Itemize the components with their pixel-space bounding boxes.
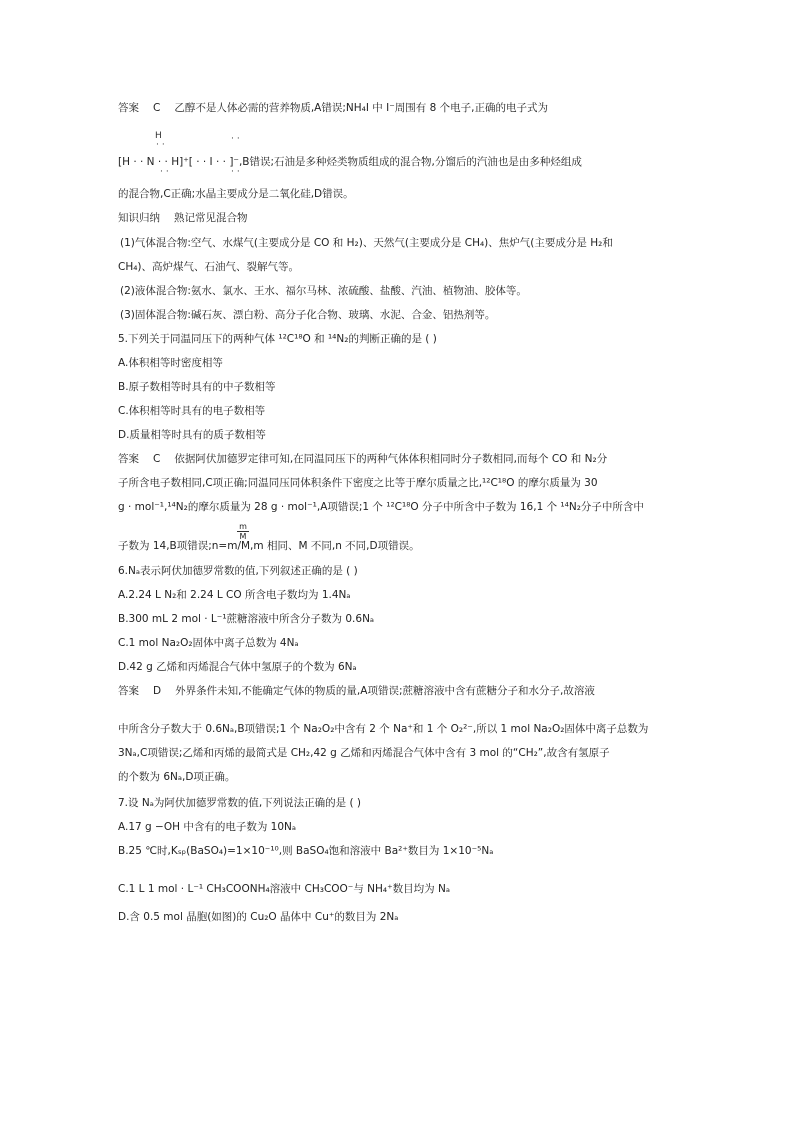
q6-option-c: C.1 mol Na₂O₂固体中离子总数为 4Nₐ	[118, 637, 299, 649]
knowledge-liquid: (2)液体混合物:氨水、氯水、王水、福尔马林、浓硫酸、盐酸、汽油、植物油、胶体等。	[120, 285, 527, 297]
q4-answer-line1	[118, 101, 548, 115]
q6-answer-line2: 中所含分子数大于 0.6Nₐ,B项错误;1 个 Na₂O₂中含有 2 个 Na⁺和 1 个 O₂²⁻,所以 1 mol Na₂O₂固体中离子总数为	[118, 723, 649, 735]
fraction-denominator: M	[237, 531, 249, 541]
q4-answer-line2	[118, 155, 582, 169]
q6-option-b: B.300 mL 2 mol · L⁻¹蔗糖溶液中所含分子数为 0.6Nₐ	[118, 613, 375, 625]
knowledge-solid: (3)固体混合物:碱石灰、漂白粉、高分子化合物、玻璃、水泥、合金、铝热剂等。	[120, 309, 496, 321]
q7-option-c: C.1 L 1 mol · L⁻¹ CH₃COONH₄溶液中 CH₃COO⁻与 NH₄⁺数目均为 Nₐ	[118, 883, 450, 895]
answer-text: ,B错误;石油是多种烃类物质组成的混合物,分馏后的汽油也是由多种烃组成	[238, 156, 582, 168]
electron-formula: [H · · N · · H]⁺[ · · I · · ]⁻	[118, 156, 239, 168]
knowledge-gas-1: (1)气体混合物:空气、水煤气(主要成分是 CO 和 H₂)、天然气(主要成分是 CH₄)、焦炉气(主要成分是 H₂和	[120, 237, 613, 249]
q6-option-d: D.42 g 乙烯和丙烯混合气体中氢原子的个数为 6Nₐ	[118, 661, 357, 673]
q6-answer-line3: 3Nₐ,C项错误;乙烯和丙烯的最简式是 CH₂,42 g 乙烯和丙烯混合气体中含有 3 mol 的“CH₂”,故含有氢原子	[118, 747, 610, 759]
electron-dot-pair: ··	[160, 167, 172, 177]
answer-label: 答案	[118, 453, 139, 465]
q5-answer-line3: g · mol⁻¹,¹⁴N₂的摩尔质量为 28 g · mol⁻¹,A项错误;1 个 ¹²C¹⁸O 分子中所含中子数为 16,1 个 ¹⁴N₂分子中所含中	[118, 501, 644, 513]
electron-dot-pair: ··	[231, 134, 243, 144]
knowledge-title: 知识归纳	[118, 212, 160, 224]
q6-answer-line4: 的个数为 6Nₐ,D项正确。	[118, 771, 236, 783]
q7-stem: 7.设 Nₐ为阿伏加德罗常数的值,下列说法正确的是 ( )	[118, 797, 362, 809]
q4-answer-line3	[118, 187, 354, 201]
answer-text: 依据阿伏加德罗定律可知,在同温同压下的两种气体体积相同时分子数相同,而每个 CO 和 N₂分	[174, 453, 608, 465]
knowledge-heading	[118, 211, 248, 225]
q5-option-a: A.体积相等时密度相等	[118, 357, 223, 369]
answer-text: 外界条件未知,不能确定气体的物质的量,A项错误;蔗糖溶液中含有蔗糖分子和水分子,故溶液	[175, 685, 595, 697]
answer-label: 答案	[118, 685, 139, 697]
answer-letter: D	[153, 685, 162, 697]
knowledge-gas-2: CH₄)、高炉煤气、石油气、裂解气等。	[118, 261, 300, 273]
q7-option-d: D.含 0.5 mol 晶胞(如图)的 Cu₂O 晶体中 Cu⁺的数目为 2Nₐ	[118, 911, 399, 923]
q7-option-b: B.25 ℃时,Kₛₚ(BaSO₄)=1×10⁻¹⁰,则 BaSO₄饱和溶液中 Ba²⁺数目为 1×10⁻⁵Nₐ	[118, 845, 494, 857]
electron-dot-h: H	[155, 131, 165, 141]
q6-answer-line1	[118, 684, 595, 698]
q7-option-a: A.17 g −OH 中含有的电子数为 10Nₐ	[118, 821, 296, 833]
q5-answer-line1	[118, 452, 607, 466]
electron-dot-pair: ··	[156, 140, 168, 150]
q6-option-a: A.2.24 L N₂和 2.24 L CO 所含电子数均为 1.4Nₐ	[118, 589, 351, 601]
answer-letter: C	[153, 453, 161, 465]
q5-stem: 5.下列关于同温同压下的两种气体 ¹²C¹⁸O 和 ¹⁴N₂的判断正确的是 ( )	[118, 333, 437, 345]
answer-letter: C	[153, 102, 161, 114]
q5-option-b: B.原子数相等时具有的中子数相等	[118, 381, 276, 393]
answer-text: 的混合物,C正确;水晶主要成分是二氧化硅,D错误。	[118, 188, 354, 200]
q5-option-d: D.质量相等时具有的质子数相等	[118, 429, 266, 441]
answer-label: 答案	[118, 102, 139, 114]
electron-dot-pair: ··	[231, 167, 243, 177]
knowledge-subtitle: 熟记常见混合物	[174, 212, 248, 224]
q5-answer-line2: 子所含电子数相同,C项正确;同温同压同体积条件下密度之比等于摩尔质量之比,¹²C¹⁸O 的摩尔质量为 30	[118, 477, 598, 489]
q5-answer-line4: 子数为 14,B项错误;n=m/M,m 相同、M 不同,n 不同,D项错误。	[118, 540, 420, 552]
answer-text: 乙醇不是人体必需的营养物质,A错误;NH₄I 中 I⁻周围有 8 个电子,正确的电子式为	[174, 102, 548, 114]
fraction-numerator: m	[239, 522, 247, 531]
q5-option-c: C.体积相等时具有的电子数相等	[118, 405, 266, 417]
q6-stem: 6.Nₐ表示阿伏加德罗常数的值,下列叙述正确的是 ( )	[118, 565, 358, 577]
